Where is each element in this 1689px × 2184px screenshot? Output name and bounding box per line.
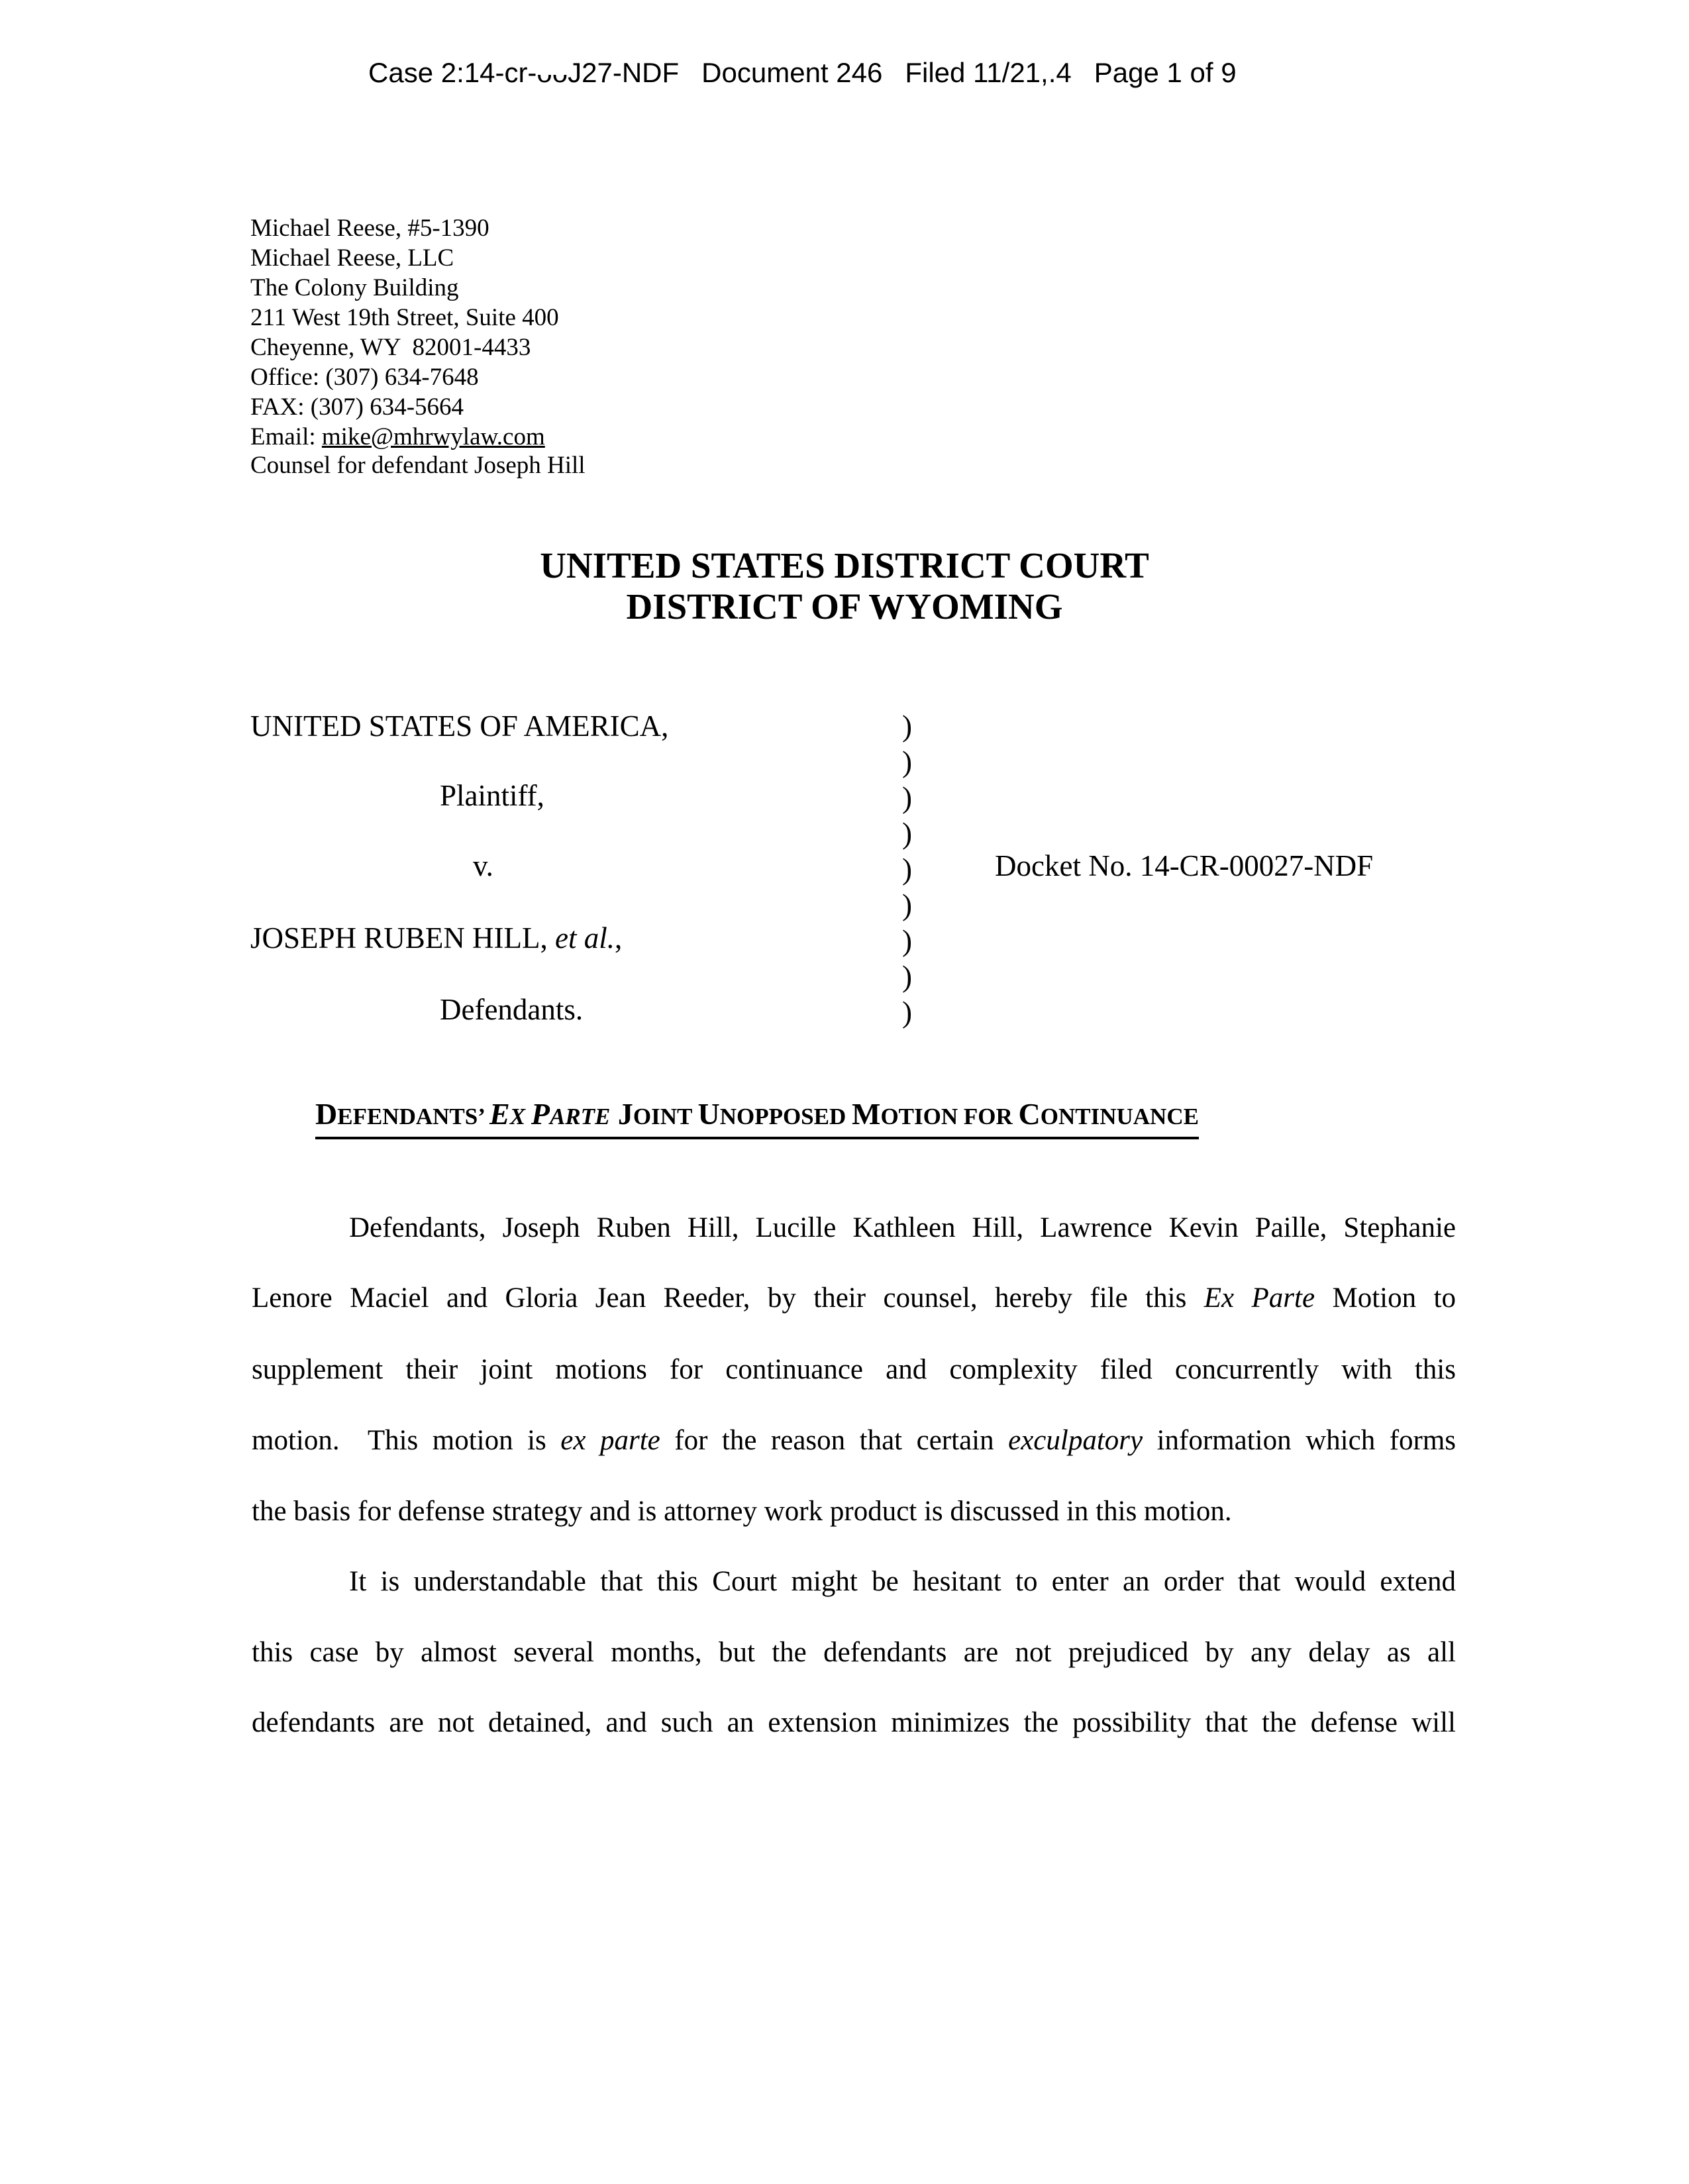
email-link[interactable]: mike@mhrwylaw.com bbox=[321, 423, 545, 450]
body-text: Motion to bbox=[1315, 1282, 1456, 1314]
body-line: It is understandable that this Court might be hesitant to enter an order that would extend bbox=[349, 1566, 1456, 1597]
counsel-fax: FAX: (307) 634-5664 bbox=[250, 393, 464, 421]
defendant-name: JOSEPH RUBEN HILL, bbox=[250, 921, 556, 955]
caption-paren: ) bbox=[902, 888, 912, 921]
counsel-city: Cheyenne, WY 82001-4433 bbox=[250, 334, 531, 361]
versus: v. bbox=[473, 849, 493, 882]
document-number: Document 246 bbox=[701, 57, 883, 88]
title-text: NOPPOSED bbox=[719, 1104, 852, 1129]
caption-paren: ) bbox=[902, 960, 912, 993]
counsel-office-phone: Office: (307) 634-7648 bbox=[250, 364, 479, 391]
title-text: OINT bbox=[633, 1104, 698, 1129]
title-text: P bbox=[531, 1097, 550, 1131]
caption-paren: ) bbox=[902, 781, 912, 814]
caption-paren: ) bbox=[902, 924, 912, 957]
plaintiff-label: Plaintiff, bbox=[440, 779, 544, 812]
body-text-italic: Ex Parte bbox=[1203, 1282, 1315, 1314]
defendant-comma: , bbox=[615, 921, 623, 955]
title-text: M bbox=[852, 1097, 881, 1131]
body-line: the basis for defense strategy and is attorney work product is discussed in this motion. bbox=[252, 1496, 1232, 1527]
title-text: U bbox=[697, 1097, 720, 1131]
body-text: motion. This motion is bbox=[252, 1425, 561, 1456]
docket-number: Docket No. 14-CR-00027-NDF bbox=[995, 849, 1374, 882]
title-text: X bbox=[509, 1104, 531, 1129]
body-text: Lenore Maciel and Gloria Jean Reeder, by their counsel, hereby file this bbox=[252, 1282, 1204, 1314]
plaintiff-name: UNITED STATES OF AMERICA, bbox=[250, 709, 669, 743]
body-line: supplement their joint motions for continuance and complexity filed concurrently with this bbox=[252, 1354, 1456, 1385]
counsel-role: Counsel for defendant Joseph Hill bbox=[250, 452, 586, 479]
email-label: Email: bbox=[250, 423, 322, 450]
body-line bbox=[252, 1282, 1456, 1314]
title-text: J bbox=[610, 1097, 633, 1131]
body-text: information which forms bbox=[1143, 1425, 1457, 1456]
caption-paren: ) bbox=[902, 745, 912, 778]
counsel-name: Michael Reese, #5-1390 bbox=[250, 215, 489, 242]
body-line bbox=[252, 1424, 1456, 1457]
court-name: UNITED STATES DISTRICT COURT bbox=[540, 545, 1149, 586]
title-text: D bbox=[315, 1097, 338, 1131]
title-text: E bbox=[489, 1097, 510, 1131]
body-text: for the reason that certain bbox=[660, 1425, 1009, 1456]
counsel-firm: Michael Reese, LLC bbox=[250, 244, 454, 272]
counsel-email-row bbox=[250, 422, 545, 452]
page-number: Page 1 of 9 bbox=[1094, 57, 1237, 88]
counsel-street: 211 West 19th Street, Suite 400 bbox=[250, 304, 559, 331]
body-line: this case by almost several months, but the defendants are not prejudiced by any delay as all bbox=[252, 1637, 1456, 1668]
case-number: Case 2:14-cr-ᴗᴗJ27-NDF bbox=[368, 57, 680, 88]
body-line: defendants are not detained, and such an extension minimizes the possibility that the defense will bbox=[252, 1707, 1456, 1738]
court-district: DISTRICT OF WYOMING bbox=[626, 586, 1063, 627]
defendant-label: Defendants. bbox=[440, 993, 584, 1026]
et-al: et al. bbox=[555, 921, 615, 955]
body-text-italic: exculpatory bbox=[1008, 1425, 1143, 1456]
caption-paren: ) bbox=[902, 817, 912, 850]
caption-paren: ) bbox=[902, 853, 912, 886]
body-line: Defendants, Joseph Ruben Hill, Lucille Kathleen Hill, Lawrence Kevin Paille, Stephanie bbox=[349, 1212, 1456, 1243]
title-text: OTION FOR bbox=[880, 1104, 1019, 1129]
title-text: EFENDANTS’ bbox=[337, 1104, 490, 1129]
title-text: ONTINUANCE bbox=[1040, 1104, 1199, 1129]
counsel-building: The Colony Building bbox=[250, 274, 459, 301]
body-text-italic: ex parte bbox=[560, 1425, 660, 1456]
motion-title bbox=[315, 1094, 1199, 1139]
ecf-header bbox=[368, 57, 1237, 89]
title-text: C bbox=[1018, 1097, 1041, 1131]
defendant-name-row bbox=[250, 921, 622, 955]
filed-date: Filed 11/21,.4 bbox=[905, 57, 1072, 88]
caption-paren: ) bbox=[902, 709, 912, 743]
title-text: ARTE bbox=[549, 1104, 611, 1129]
caption-paren: ) bbox=[902, 996, 912, 1029]
